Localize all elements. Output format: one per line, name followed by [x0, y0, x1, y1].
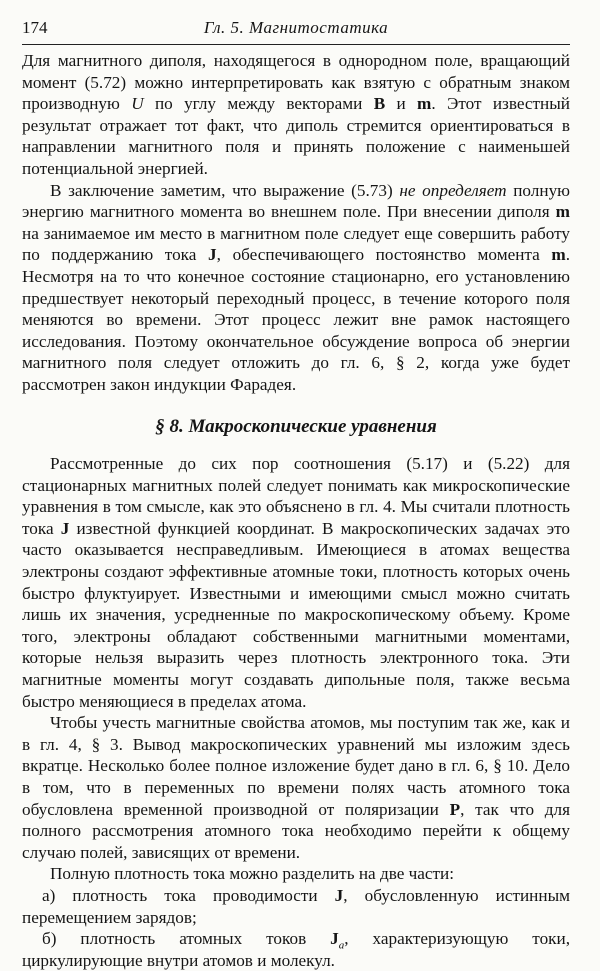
symbol-B: B [373, 94, 386, 114]
symbol-J: J [334, 885, 344, 905]
text-run: , характеризующую токи, циркулирующие внутри атомов и молекул. [22, 929, 571, 970]
symbol-J: J [208, 245, 217, 265]
subscript-a: a [338, 939, 345, 952]
list-item-atomic-current [22, 928, 570, 971]
page-number: 174 [22, 18, 48, 37]
page-body [22, 50, 570, 971]
text-run: б) плотность атомных токов [42, 929, 331, 949]
symbol-m: m [555, 202, 570, 222]
text-run: . Несмотря на то что конечное состояние стационарно, его установлению предшествует некоторый переходный процесс, в течение которого поля меняются во времени. Этот процесс лежит вне рамок настоящего исследования. Поэтому окончательное обсуждение вопроса об энергии магнитного поля следует отложить до гл. 6, § 2, когда уже будет рассмотрен закон индукции Фарадея. [22, 245, 571, 394]
text-run: Рассмотренные до сих пор соотношения (5.17) и (5.22) для стационарных магнитных полей следует понимать как микроскопические уравнения в том смысле, как это объяснено в гл. 4. Мы считали плотность тока [22, 454, 570, 538]
emphasis-text: не определяет [399, 180, 507, 200]
list-item-conduction-current [22, 885, 570, 928]
text-run: , так что для полного рассмотрения атомного тока необходимо перейти к общему случаю полей, зависящих от времени. [22, 799, 570, 862]
text-run: известной функцией координат. В макроскопических задачах это часто оказывается несправедливым. Имеющиеся в атомах вещества электроны создают эффективные атомные токи, плотность которых очень быстро флуктуирует. Известными и имеющими смысл можно считать лишь их значения, усредненные по макроскопическому объему. Кроме того, электроны обладают собственными магнитными моментами, которые нельзя выразить через плотность электронного тока. Эти магнитные моменты могут создавать дипольные поля, также весьма быстро меняющиеся в пределах атома. [22, 518, 570, 711]
symbol-P: P [449, 799, 461, 819]
section-heading: § 8. Макроскопические уравнения [155, 415, 437, 437]
text-run: по углу между векторами [143, 94, 374, 114]
paragraph-microscopic-equations [22, 453, 570, 712]
text-run: , обусловленную истинным перемещением зарядов; [22, 885, 570, 927]
text-run: . Этот известный результат отражает тот факт, что диполь стремится ориентироваться в направлении магнитного поля и принять положение с наименьшей потенциальной энергией. [22, 94, 570, 178]
text-run: на занимаемое им место в магнитном поле следует еще совершить работу по поддержанию тока [22, 223, 570, 265]
paragraph-energy-conclusion [22, 180, 570, 396]
page-header [22, 6, 570, 45]
text-run: а) плотность тока проводимости [42, 885, 335, 905]
paragraph-current-split: Полную плотность тока можно разделить на две части: [50, 864, 455, 884]
text-run: полную энергию магнитного момента во внешнем поле. При внесении диполя [22, 180, 571, 222]
text-run: Чтобы учесть магнитные свойства атомов, мы поступим так же, как и в гл. 4, § 3. Вывод макроскопических уравнений мы изложим здесь вкратце. Несколько более полное изложение будет дано в гл. 6, § 10. Дело в том, что в переменных по времени полях часть атомного тока обусловлена временной производной от поляризации [22, 713, 570, 819]
text-run: , обеспечивающего постоянство момента [216, 245, 552, 265]
paragraph-dipole-torque [22, 50, 570, 180]
symbol-J: J [330, 929, 339, 949]
symbol-m: m [417, 94, 432, 114]
running-title: Гл. 5. Магнитостатика [203, 18, 389, 37]
symbol-J: J [60, 518, 70, 538]
text-run: и [385, 94, 418, 114]
text-run: Для магнитного диполя, находящегося в однородном поле, вращающий момент (5.72) можно интерпретировать как взятую с обратным знаком производную [22, 51, 570, 114]
symbol-U: U [131, 94, 144, 114]
paragraph-magnetic-properties [22, 712, 570, 863]
text-run: В заключение заметим, что выражение (5.73) [50, 180, 400, 200]
symbol-m: m [551, 245, 566, 265]
